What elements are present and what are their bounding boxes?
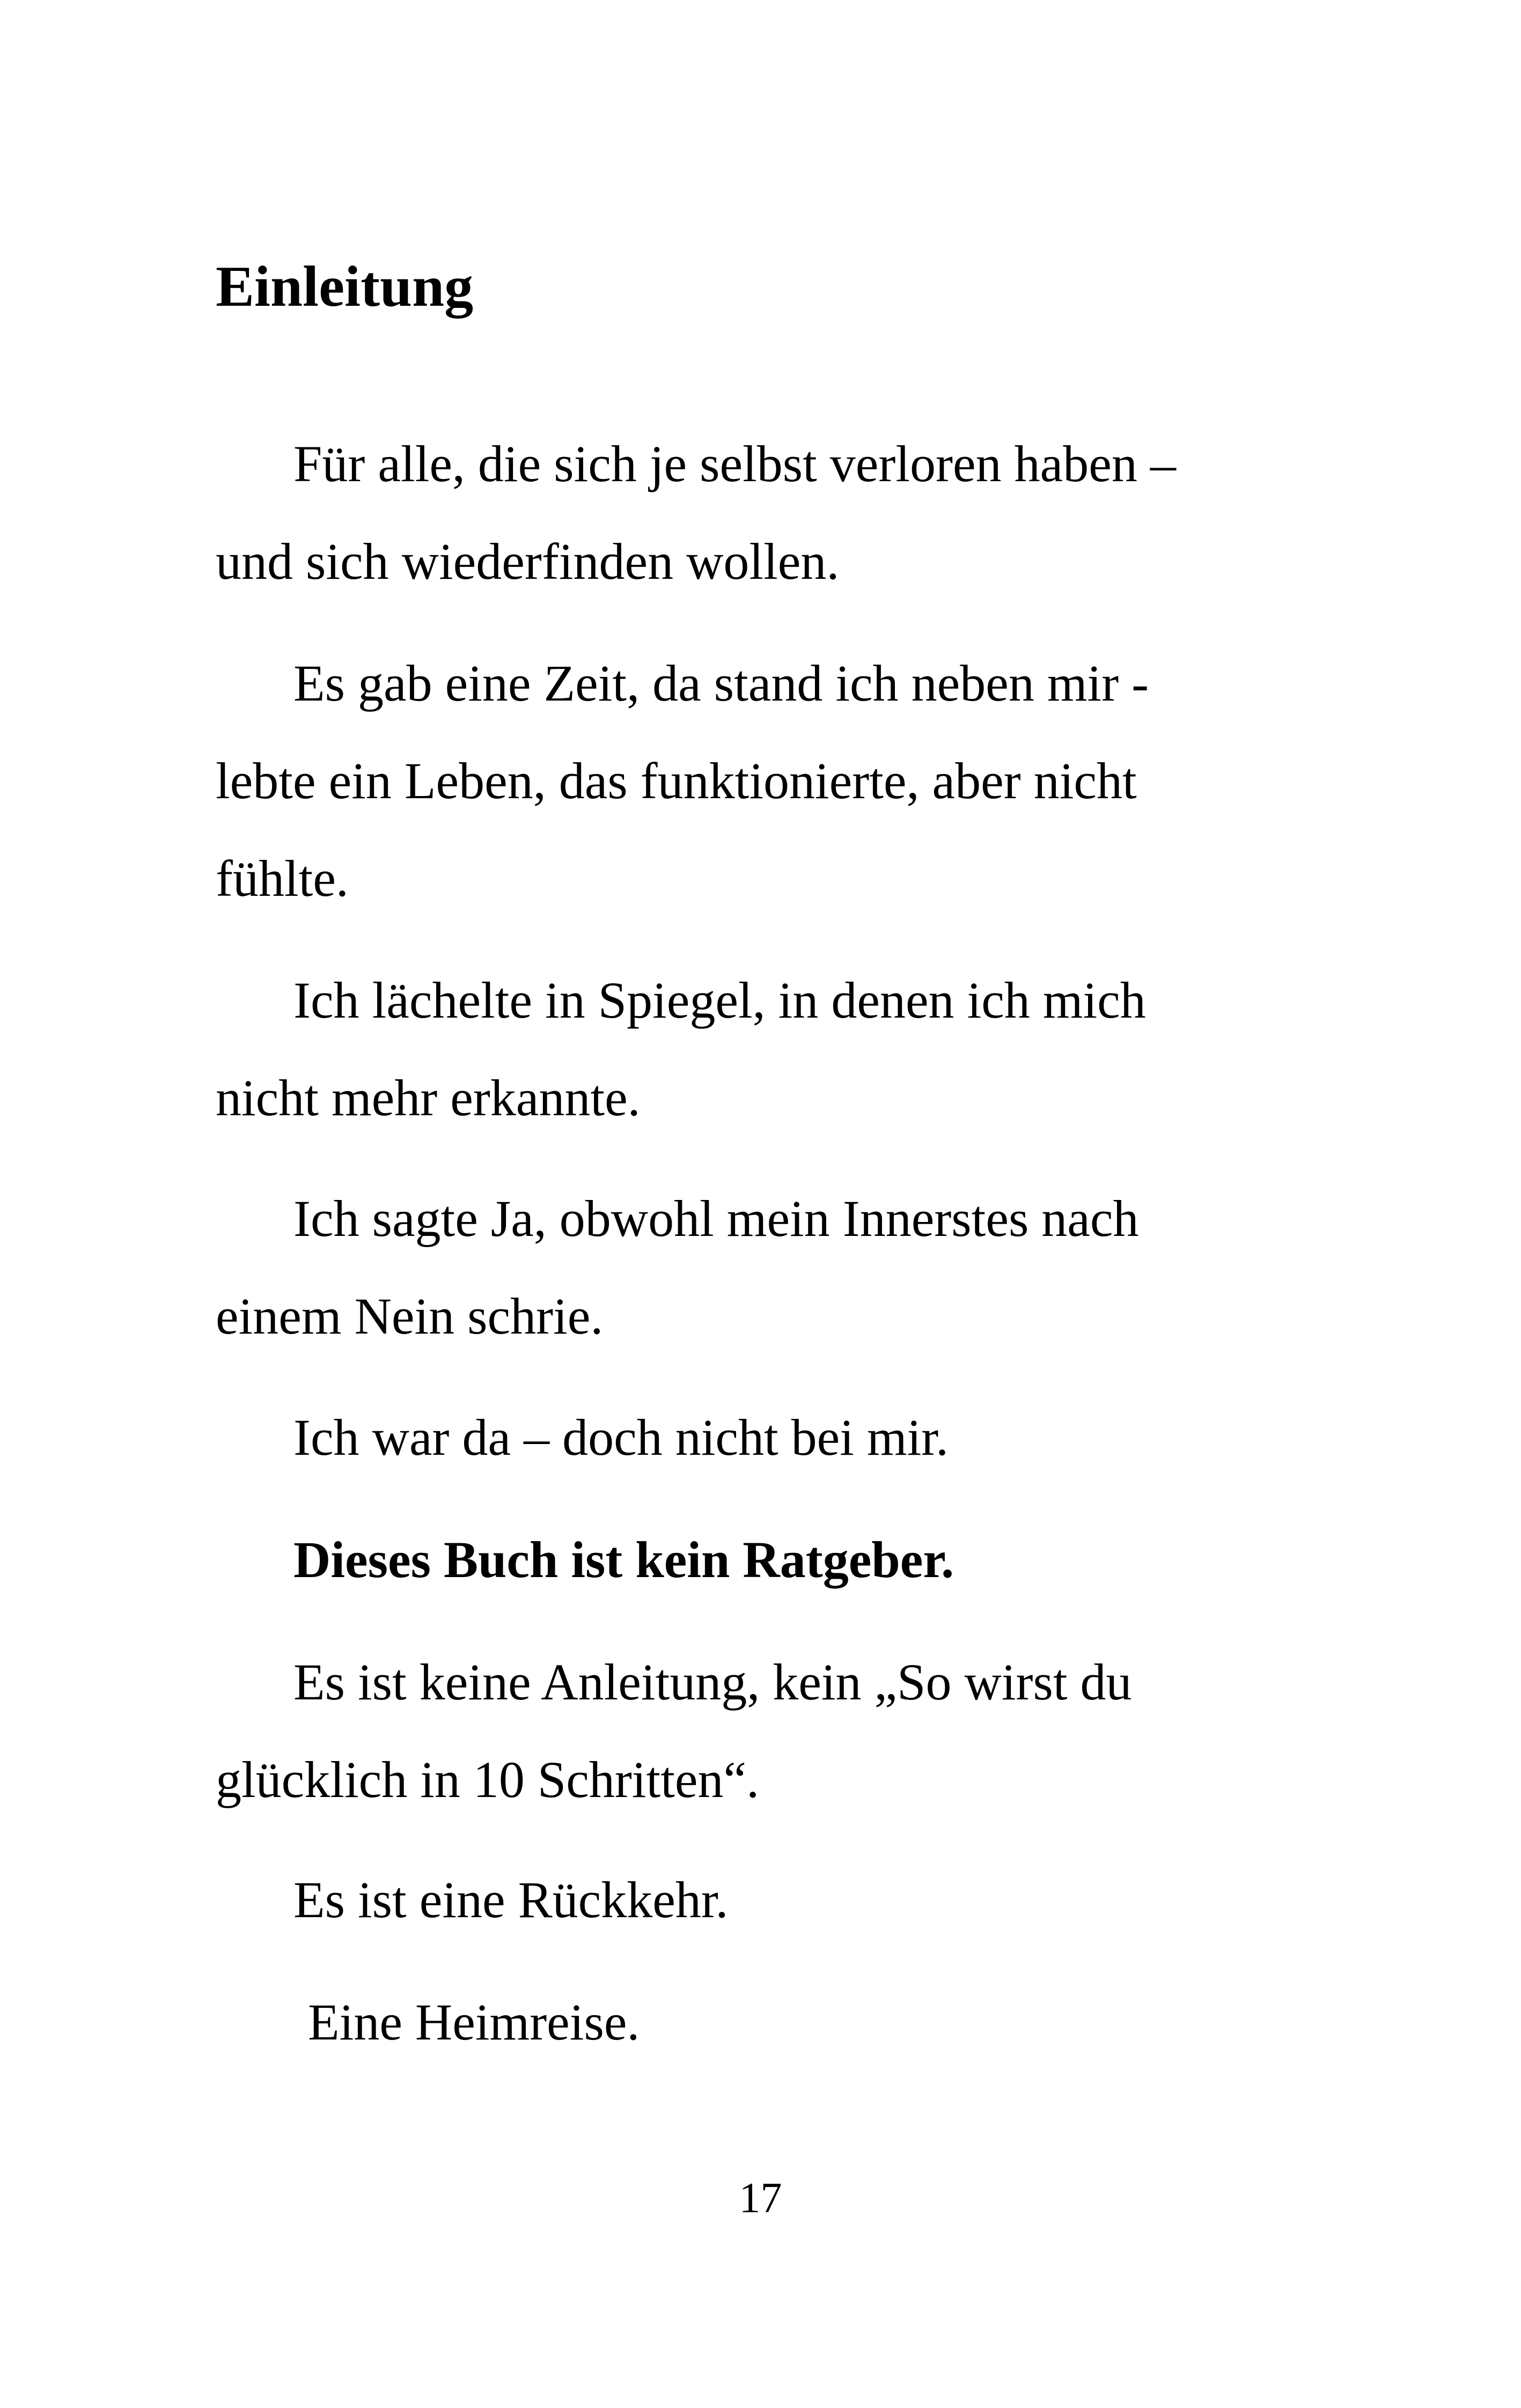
text-line: Eine Heimreise. <box>308 1993 640 2051</box>
text-line: Es gab eine Zeit, da stand ich neben mir - <box>293 654 1149 712</box>
text-line: und sich wiederfinden wollen. <box>216 533 840 590</box>
text-line: Ich war da – doch nicht bei mir. <box>293 1409 949 1466</box>
text-line: Für alle, die sich je selbst verloren haben – <box>293 435 1176 492</box>
text-line: fühlte. <box>216 850 349 907</box>
text-line: glücklich in 10 Schritten“. <box>216 1751 760 1808</box>
text-line: Ich sagte Ja, obwohl mein Innerstes nach <box>293 1190 1139 1247</box>
text-line: einem Nein schrie. <box>216 1287 604 1345</box>
paragraph-journey <box>216 1973 1310 2071</box>
paragraph-instructions <box>216 1633 1310 1829</box>
text-line: Ich lächelte in Spiegel, in denen ich mich <box>293 971 1146 1029</box>
chapter-heading: Einleitung <box>216 255 474 319</box>
paragraph-time <box>216 635 1310 927</box>
paragraph-yes-no <box>216 1170 1310 1365</box>
text-line: Es ist keine Anleitung, kein „So wirst du <box>293 1653 1132 1711</box>
text-line: Es ist eine Rückkehr. <box>293 1871 729 1928</box>
paragraph-mirror <box>216 952 1310 1147</box>
paragraph-dedication <box>216 415 1310 610</box>
paragraph-bold-statement <box>216 1511 1310 1609</box>
page-number: 17 <box>739 2175 782 2222</box>
text-line: Dieses Buch ist kein Ratgeber. <box>293 1531 954 1588</box>
text-line: lebte ein Leben, das funktionierte, aber nicht <box>216 752 1137 809</box>
paragraph-there <box>216 1389 1310 1486</box>
text-line: nicht mehr erkannte. <box>216 1069 641 1126</box>
paragraph-return <box>216 1851 1310 1949</box>
